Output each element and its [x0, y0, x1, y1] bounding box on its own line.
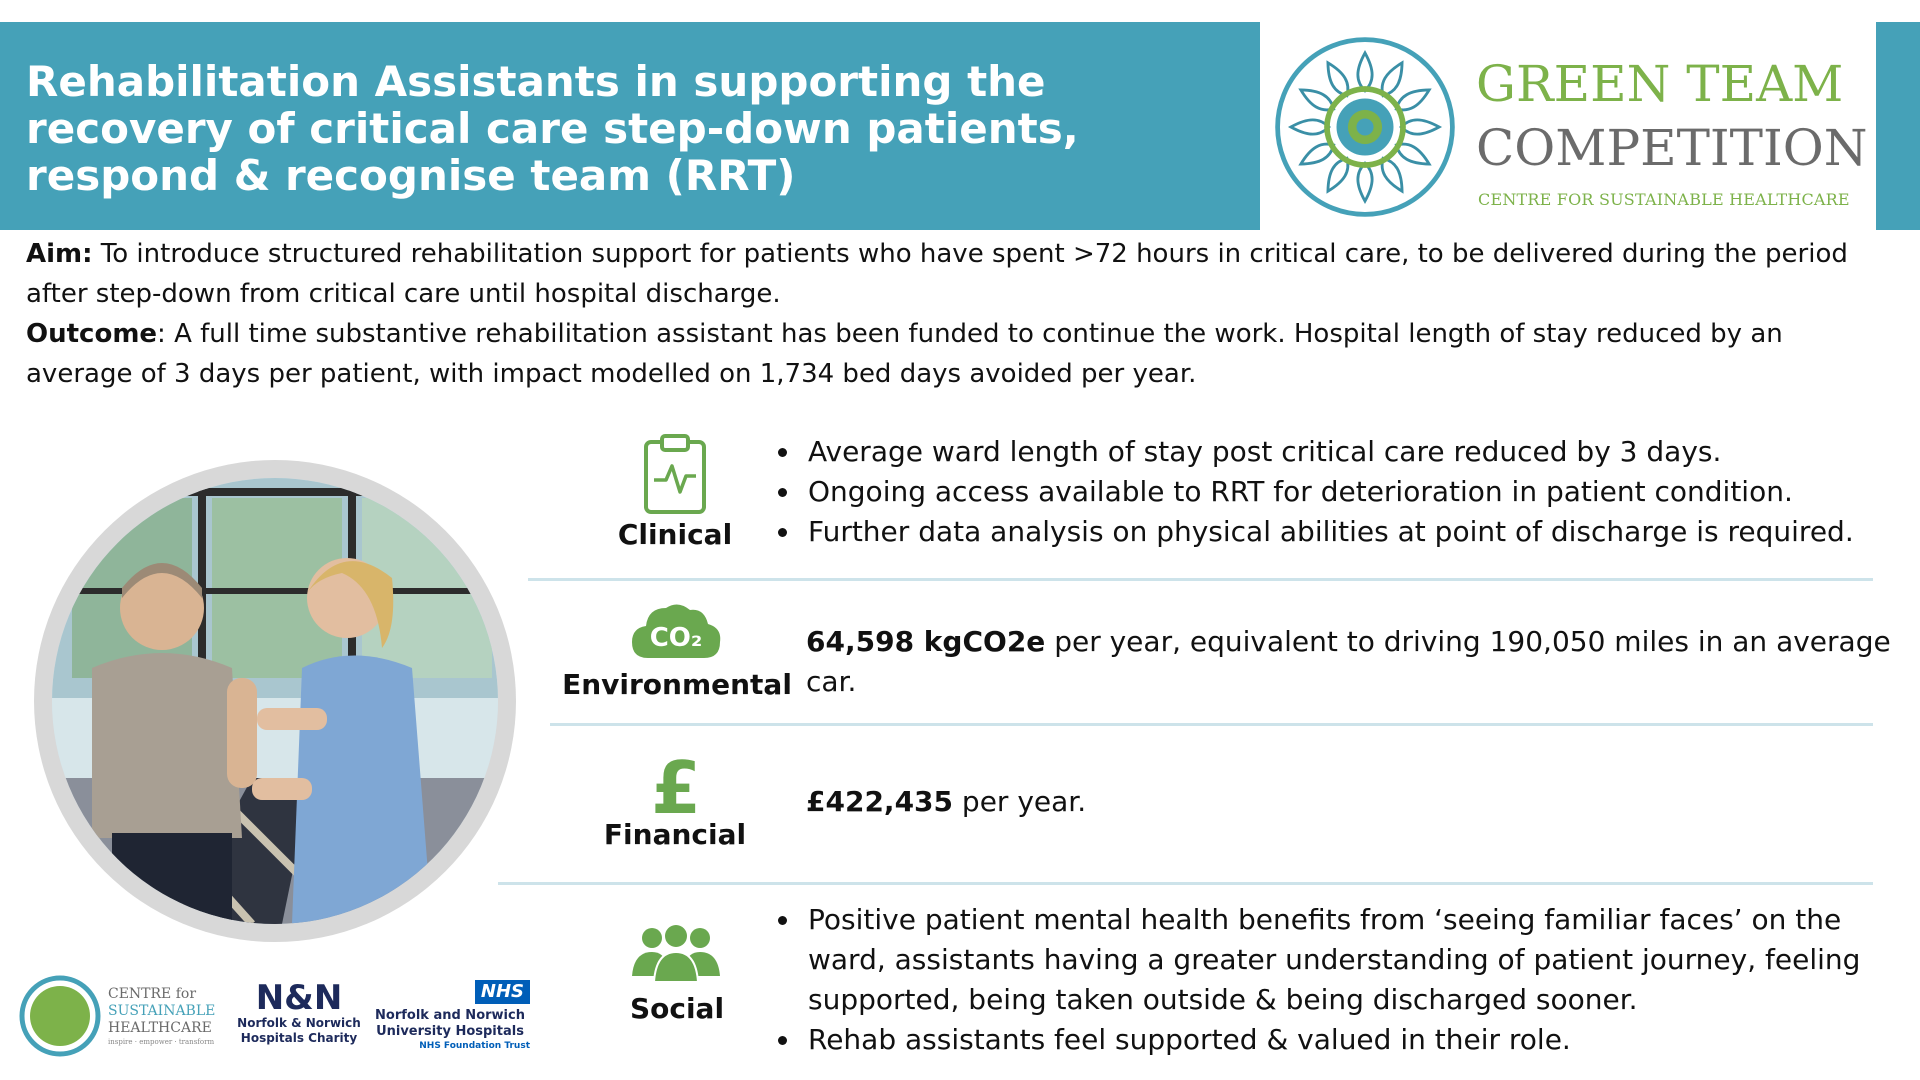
list-item: Positive patient mental health benefits from ‘seeing familiar faces’ on the ward, assistants having a greater understanding of patient journey, feeling supported, being taken outside & being discharged sooner.	[772, 900, 1872, 1020]
mandala-icon	[1270, 32, 1460, 222]
list-item: Average ward length of stay post critical care reduced by 3 days.	[772, 432, 1892, 472]
patient-photo	[34, 460, 516, 942]
logo-text-line1: GREEN TEAM	[1476, 55, 1844, 113]
clinical-label: Clinical	[617, 518, 733, 551]
environmental-text: per year, equivalent to driving 190,050 miles in an average car.	[806, 625, 1891, 698]
social-bullets	[772, 900, 1872, 1060]
centre-for-sustainable-healthcare-logo	[18, 974, 228, 1060]
csh-circle-icon	[18, 974, 102, 1058]
clipboard-heartbeat-icon	[630, 428, 720, 518]
csh-line1: CENTRE for	[108, 986, 197, 1002]
nhs-trust-logo	[370, 980, 534, 1058]
nhs-line1: Norfolk and Norwich	[375, 1008, 525, 1023]
divider	[528, 578, 1873, 581]
logo-text-line2: COMPETITION	[1476, 119, 1868, 177]
header-band-right	[1876, 22, 1920, 230]
divider	[498, 882, 1873, 885]
csh-line2: SUSTAINABLE	[108, 1003, 216, 1019]
norfolk-norwich-hospitals-charity-logo	[234, 980, 364, 1058]
rehab-scene-illustration	[52, 478, 498, 924]
clinical-bullets	[772, 432, 1892, 552]
list-item: Rehab assistants feel supported & valued in their role.	[772, 1020, 1872, 1060]
pound-sign-icon: £	[650, 746, 702, 830]
people-group-icon	[628, 924, 724, 984]
outcome-text: : A full time substantive rehabilitation assistant has been funded to continue the work. Hospital length of stay reduced by an average of 3 days per patient, with impact modelled on 1,734 bed days avoided per year.	[26, 319, 1783, 389]
nhs-line3: NHS Foundation Trust	[419, 1041, 530, 1051]
financial-label: Financial	[603, 818, 747, 851]
green-team-competition-logo	[1262, 22, 1874, 230]
page-title: Rehabilitation Assistants in supporting the recovery of critical care step-down patients, respond & recognise team (RRT)	[26, 57, 1079, 200]
financial-text: per year.	[953, 785, 1087, 818]
financial-value: £422,435	[806, 785, 954, 818]
outcome-label: Outcome	[26, 319, 158, 349]
aim-label: Aim:	[26, 239, 93, 269]
logo-text-line3: CENTRE FOR SUSTAINABLE HEALTHCARE	[1478, 190, 1850, 209]
divider	[550, 723, 1873, 726]
aim-text: To introduce structured rehabilitation support for patients who have spent >72 hours in critical care, to be delivered during the period after step-down from critical care until hospital discharge.	[26, 239, 1848, 309]
csh-line3: HEALTHCARE	[108, 1020, 212, 1036]
co2-cloud-icon	[628, 596, 724, 666]
financial-stat	[806, 782, 1806, 822]
environmental-stat	[806, 622, 1906, 702]
nhs-mark: NHS	[475, 980, 530, 1004]
environmental-label: Environmental	[562, 668, 792, 701]
social-label: Social	[629, 992, 725, 1025]
nn-line1: Norfolk & Norwich	[237, 1016, 361, 1030]
photo-content	[52, 478, 498, 924]
list-item: Ongoing access available to RRT for deterioration in patient condition.	[772, 472, 1892, 512]
csh-tagline: inspire · empower · transform	[108, 1038, 215, 1046]
nn-line2: Hospitals Charity	[240, 1031, 358, 1045]
environmental-value: 64,598 kgCO2e	[806, 625, 1046, 658]
aim-outcome-text	[26, 234, 1896, 394]
list-item: Further data analysis on physical abilities at point of discharge is required.	[772, 512, 1892, 552]
nhs-line2: University Hospitals	[376, 1024, 524, 1039]
nn-mark: N&N	[255, 978, 343, 1018]
co2-icon-text: CO₂	[649, 623, 703, 653]
